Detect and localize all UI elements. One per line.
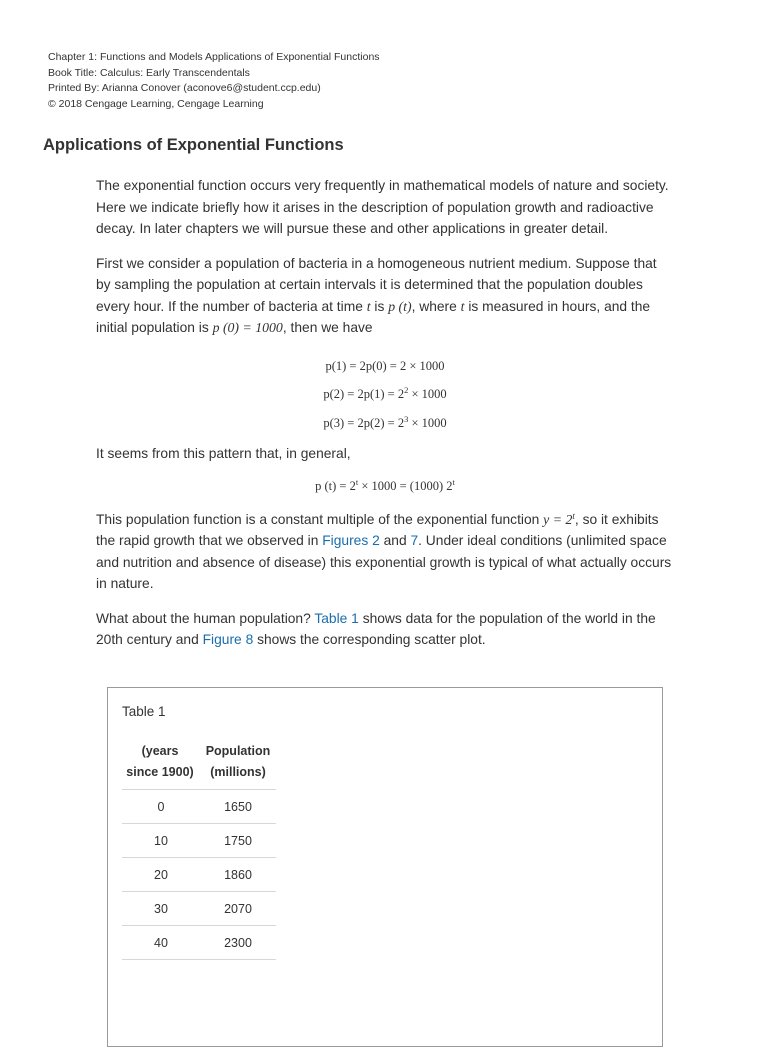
cell-years: 30: [122, 892, 200, 926]
human-population-paragraph: [96, 608, 674, 651]
text-run: is: [370, 298, 389, 314]
table-header-row: [122, 740, 276, 790]
equation-block: [96, 352, 674, 438]
eq-middle: × 1000 = (1000) 2: [358, 478, 453, 493]
column-header-population: [200, 740, 276, 790]
text-run: shows the corresponding scatter plot.: [253, 632, 486, 647]
eq-exponent: t: [355, 476, 359, 487]
equation-p3: [96, 409, 674, 438]
table-row: [122, 892, 276, 926]
text-run: and: [379, 533, 411, 548]
text-run: . Under ideal conditions (unlimited space and nutrition and absence of disease) this exponential growth is typical of what actually occurs in nature.: [96, 533, 672, 591]
intro-paragraph: The exponential function occurs very frequently in mathematical models of nature and society. Here we indicate briefly how it arises in the description of population growth and radioactive decay. In later chapters we will pursue these and other applications in greater detail.: [96, 178, 669, 236]
column-header-years: [122, 740, 200, 790]
general-equation: [96, 471, 674, 501]
growth-paragraph: [96, 509, 674, 595]
cell-population: 1860: [200, 858, 276, 892]
table-caption: Table 1: [122, 704, 166, 719]
chapter-line: Chapter 1: Functions and Models Applications of Exponential Functions: [48, 51, 380, 63]
copyright-line: © 2018 Cengage Learning, Cengage Learning: [48, 97, 264, 110]
eq-main: y = 2: [543, 511, 573, 527]
figures-2-link[interactable]: Figures 2: [322, 533, 380, 548]
text-run: This population function is a constant multiple of the exponential function: [96, 511, 544, 527]
header-line: since 1900): [126, 765, 194, 779]
text-run: , then we have: [282, 320, 373, 335]
eq-exponent: 2: [404, 385, 409, 395]
header-line: (years: [141, 744, 179, 758]
math-y-equals-2t: [543, 512, 575, 527]
eq-tail: × 1000: [408, 387, 447, 401]
text-run: shows data for the population of the world in the 20th century and: [96, 610, 656, 647]
eq-main: p(3) = 2p(2) = 2: [323, 415, 405, 430]
table-1-link[interactable]: Table 1: [314, 610, 359, 626]
figure-7-link[interactable]: 7: [410, 533, 419, 548]
section-title: Applications of Exponential Functions: [43, 136, 344, 154]
table-row: [122, 858, 276, 892]
cell-years: 0: [122, 790, 200, 824]
text-run: First we consider a population of bacteria in a homogeneous nutrient medium. Suppose that by sampling the population at certain intervals it is determined that the population doubles every hour. If the number of bacteria at time: [96, 255, 657, 314]
pattern-paragraph: It seems from this pattern that, in general,: [96, 446, 351, 461]
eq-exponent: 3: [404, 413, 409, 424]
math-p0: p (0) = 1000: [212, 320, 283, 335]
eq-exponent: t: [572, 510, 575, 521]
table-row: [122, 926, 276, 960]
cell-population: 1650: [200, 790, 276, 824]
book-title-line: Book Title: Calculus: Early Transcendentals: [48, 66, 250, 79]
text-run: is measured in hours, and the initial population is: [96, 298, 651, 335]
equation-p2: [96, 380, 674, 409]
figure-8-link[interactable]: Figure 8: [202, 632, 254, 647]
document-meta: [48, 50, 380, 112]
equation-p1: p(1) = 2p(0) = 2 × 1000: [325, 358, 445, 373]
text-run: , so it exhibits the rapid growth that we observed in: [96, 511, 659, 548]
cell-years: 10: [122, 824, 200, 858]
cell-population: 1750: [200, 824, 276, 858]
header-line: Population: [205, 744, 271, 758]
table-1-container: [107, 687, 663, 1047]
bacteria-paragraph: [96, 253, 674, 339]
cell-years: 40: [122, 926, 200, 960]
cell-population: 2070: [200, 892, 276, 926]
text-run: What about the human population?: [96, 610, 315, 626]
eq-exponent: t: [452, 476, 455, 487]
math-p-of-t: p (t): [388, 298, 412, 314]
printed-by-line: Printed By: Arianna Conover (aconove6@student.ccp.edu): [48, 82, 321, 94]
text-run: , where: [411, 298, 461, 314]
table-row: [122, 790, 276, 824]
main-content: [96, 175, 674, 664]
eq-main: p(2) = 2p(1) = 2: [323, 387, 405, 401]
population-table: [122, 740, 276, 960]
table-row: [122, 824, 276, 858]
eq-main: p (t) = 2: [315, 478, 356, 493]
math-t: t: [460, 298, 465, 314]
cell-population: 2300: [200, 926, 276, 960]
math-t: t: [366, 298, 371, 314]
header-line: (millions): [210, 765, 266, 779]
cell-years: 20: [122, 858, 200, 892]
eq-tail: × 1000: [408, 415, 447, 430]
